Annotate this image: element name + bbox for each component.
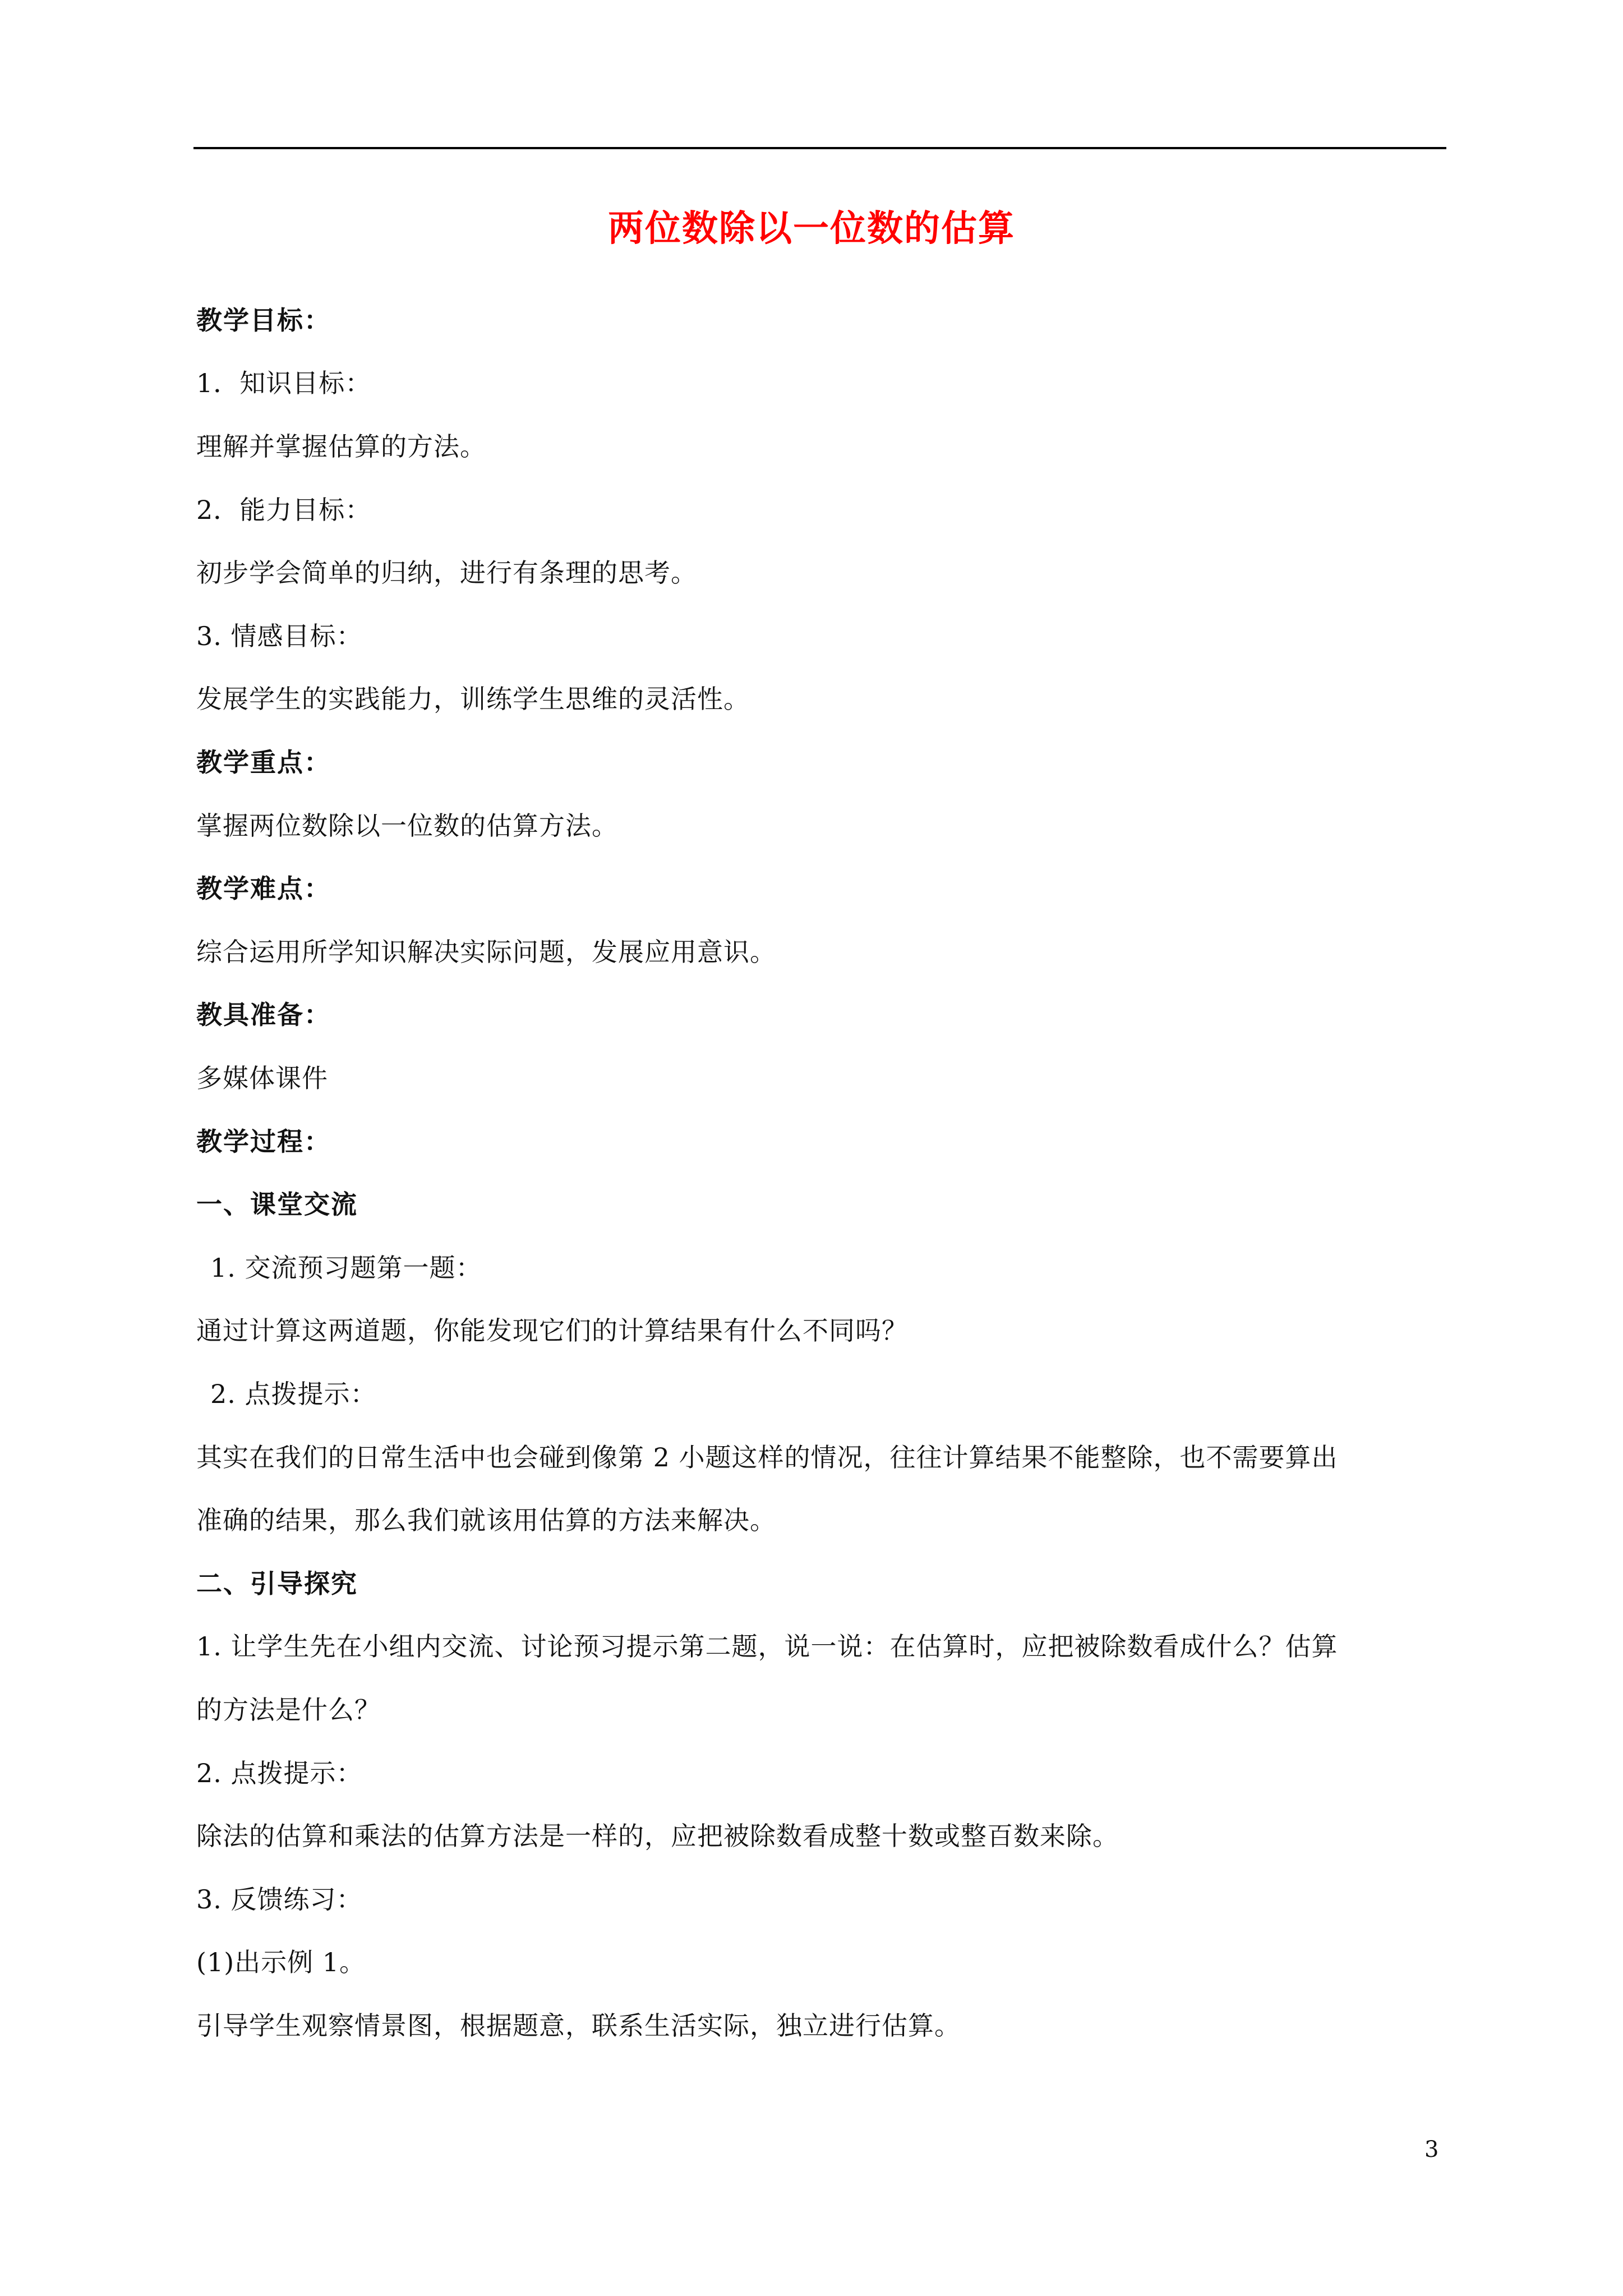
objective-emotion-text: 发展学生的实践能力，训练学生思维的灵活性。 [196, 684, 750, 714]
exploration-step-1-a: 1. 让学生先在小组内交流、讨论预习提示第二题，说一说：在估算时，应把被除数看成什么？估算 [196, 1631, 1338, 1662]
difficulties-text: 综合运用所学知识解决实际问题，发展应用意识。 [196, 937, 776, 967]
objective-ability-label: 2．能力目标： [196, 495, 372, 525]
exploration-step-1-b: 的方法是什么？ [196, 1695, 381, 1725]
exchange-step-2-text-b: 准确的结果，那么我们就该用估算的方法来解决。 [196, 1505, 776, 1535]
example-1-text: 引导学生观察情景图，根据题意，联系生活实际，独立进行估算。 [196, 2010, 961, 2041]
objective-emotion-label: 3. 情感目标： [196, 621, 363, 651]
teaching-aids-text: 多媒体课件 [196, 1063, 328, 1093]
heading-key-points: 教学重点： [196, 747, 331, 777]
heading-teaching-process: 教学过程： [196, 1126, 331, 1157]
document-title: 两位数除以一位数的估算 [608, 208, 1015, 250]
section-classroom-exchange: 一、课堂交流 [196, 1189, 358, 1220]
section-guided-exploration: 二、引导探究 [196, 1568, 358, 1599]
exchange-step-2-text-a: 其实在我们的日常生活中也会碰到像第 2 小题这样的情况，往往计算结果不能整除，也不需要算出 [196, 1442, 1338, 1473]
exchange-step-1-text: 通过计算这两道题，你能发现它们的计算结果有什么不同吗？ [196, 1315, 908, 1346]
example-1: (1)出示例 1。 [196, 1947, 366, 1977]
objective-knowledge-label: 1．知识目标： [196, 368, 372, 398]
exchange-step-2: 2. 点拨提示： [210, 1379, 377, 1409]
objective-knowledge-text: 理解并掌握估算的方法。 [196, 431, 486, 462]
exploration-step-2: 2. 点拨提示： [196, 1758, 363, 1788]
heading-teaching-aids: 教具准备： [196, 1000, 331, 1030]
exploration-step-3: 3. 反馈练习： [196, 1884, 363, 1915]
heading-difficulties: 教学难点： [196, 873, 331, 904]
key-points-text: 掌握两位数除以一位数的估算方法。 [196, 811, 618, 841]
header-rule [193, 147, 1446, 149]
heading-teaching-objectives: 教学目标： [196, 305, 331, 335]
page-number: 3 [1424, 2137, 1439, 2162]
exchange-step-1: 1. 交流预习题第一题： [210, 1253, 482, 1283]
objective-ability-text: 初步学会简单的归纳，进行有条理的思考。 [196, 558, 697, 588]
exploration-step-2-text: 除法的估算和乘法的估算方法是一样的，应把被除数看成整十数或整百数来除。 [196, 1821, 1119, 1851]
